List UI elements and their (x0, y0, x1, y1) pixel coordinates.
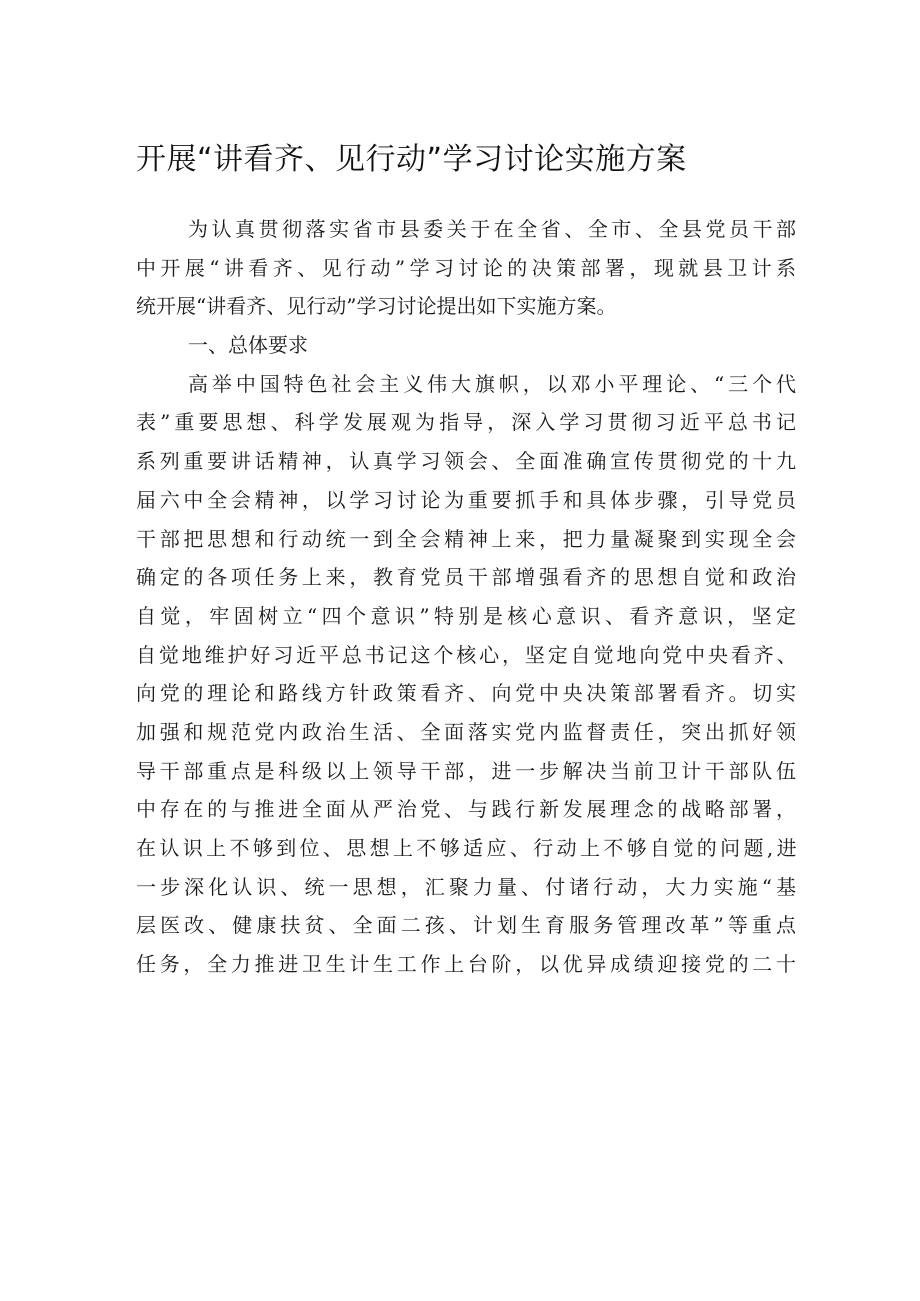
document-title: 开展“讲看齐、见行动”学习讨论实施方案 (136, 142, 687, 177)
paragraph-2-line-5: 干部把思想和行动统一到全会精神上来，把力量凝聚到实现全会 (136, 526, 796, 551)
paragraph-2-line-8: 自觉地维护好习近平总书记这个核心，坚定自觉地向党中央看齐、 (136, 642, 796, 667)
paragraph-2-line-10: 加强和规范党内政治生活、全面落实党内监督责任，突出抓好领 (136, 719, 796, 744)
paragraph-1-line-2: 中开展“讲看齐、见行动”学习讨论的决策部署，现就县卫计系 (136, 255, 796, 280)
paragraph-2-line-9: 向党的理论和路线方针政策看齐、向党中央决策部署看齐。切实 (136, 681, 796, 706)
paragraph-2-line-13: 在认识上不够到位、思想上不够适应、行动上不够自觉的问题,进 (136, 836, 796, 860)
paragraph-2-line-4: 届六中全会精神，以学习讨论为重要抓手和具体步骤，引导党员 (136, 487, 796, 512)
paragraph-2-line-16: 任务，全力推进卫生计生工作上台阶，以优异成绩迎接党的二十 (136, 952, 796, 977)
paragraph-2-line-2: 表”重要思想、科学发展观为指导，深入学习贯彻习近平总书记 (136, 410, 796, 435)
paragraph-2-line-15: 层医改、健康扶贫、全面二孩、计划生育服务管理改革”等重点 (136, 913, 796, 938)
paragraph-2-line-14: 一步深化认识、统一思想，汇聚力量、付诸行动，大力实施“基 (136, 874, 796, 899)
section-1-heading: 一、总体要求 (188, 333, 308, 358)
paragraph-1-line-1: 为认真贯彻落实省市县委关于在全省、全市、全县党员干部 (188, 217, 796, 241)
paragraph-1-line-3: 统开展“讲看齐、见行动”学习讨论提出如下实施方案。 (136, 294, 617, 319)
paragraph-2-line-1: 高举中国特色社会主义伟大旗帜，以邓小平理论、“三个代 (188, 371, 796, 396)
paragraph-2-line-6: 确定的各项任务上来，教育党员干部增强看齐的思想自觉和政治 (136, 565, 796, 590)
paragraph-2-line-7: 自觉，牢固树立“四个意识”特别是核心意识、看齐意识，坚定 (136, 603, 796, 628)
paragraph-2-line-3: 系列重要讲话精神，认真学习领会、全面准确宣传贯彻党的十九 (136, 449, 796, 474)
paragraph-2-line-12: 中存在的与推进全面从严治党、与践行新发展理念的战略部署， (136, 797, 796, 822)
paragraph-2-line-11: 导干部重点是科级以上领导干部，进一步解决当前卫计干部队伍 (136, 758, 796, 783)
document-body (136, 210, 796, 984)
